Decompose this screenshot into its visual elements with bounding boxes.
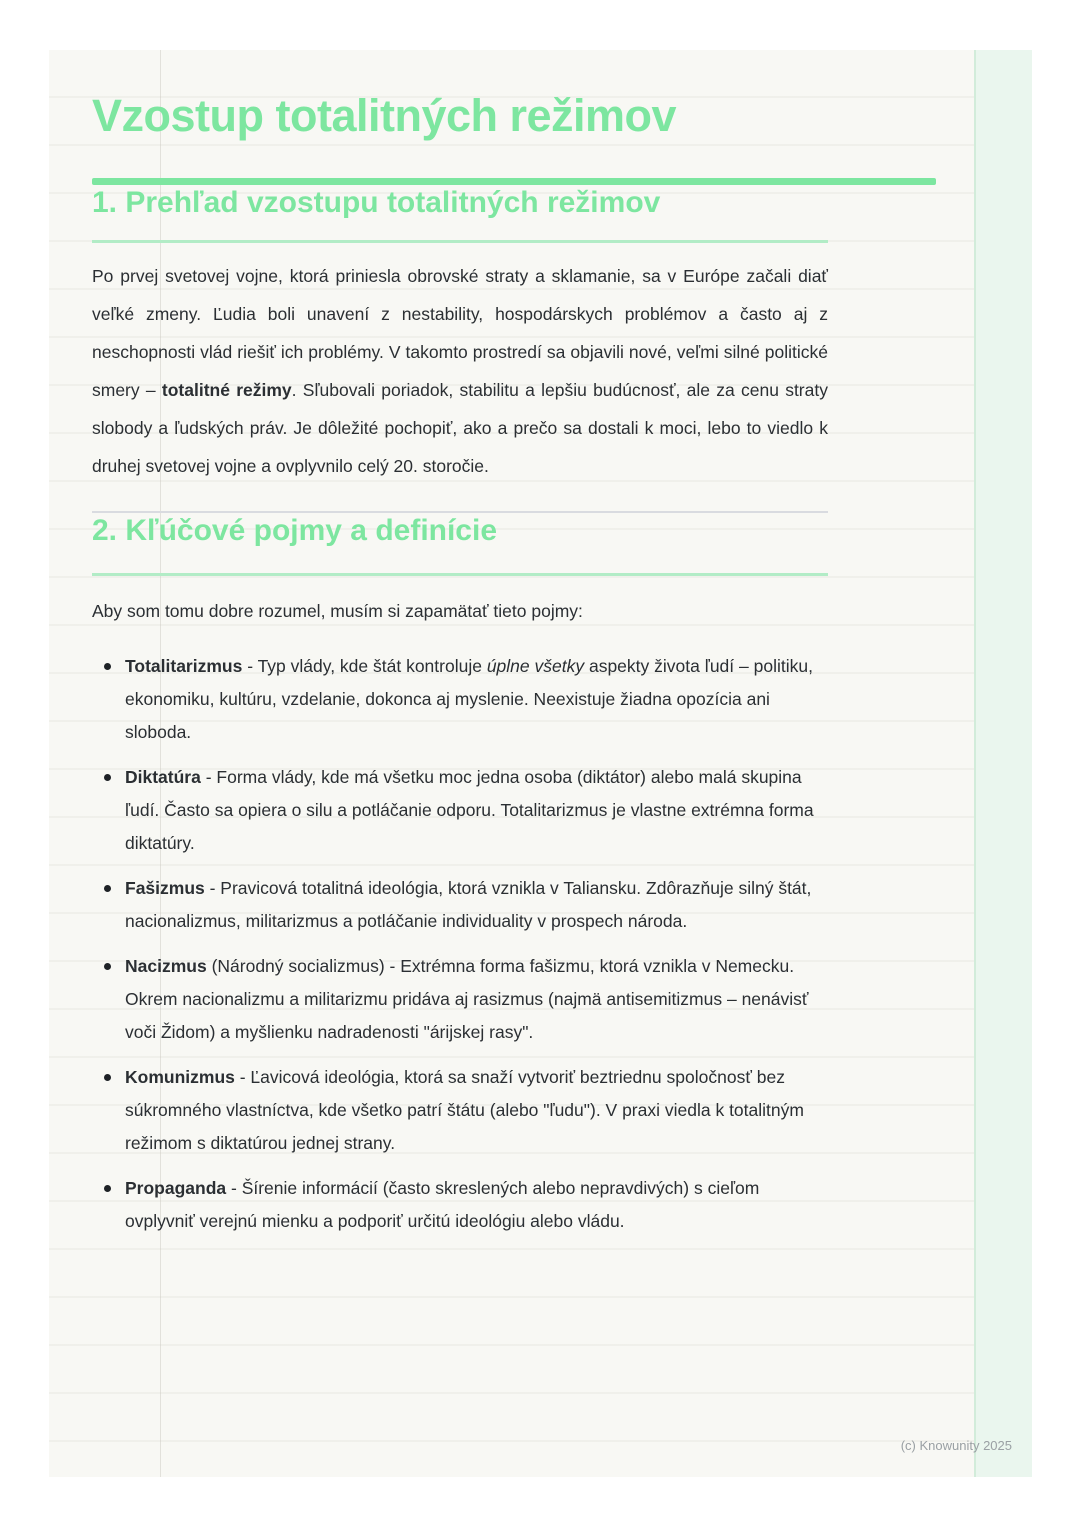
term-item-diktatura <box>92 761 828 860</box>
section-underline <box>92 573 828 576</box>
term-name: Fašizmus <box>125 878 205 898</box>
section-heading-key-terms: 2. Kľúčové pojmy a definície <box>92 514 498 547</box>
bullet-icon <box>104 1185 111 1192</box>
term-item-nacizmus <box>92 950 828 1049</box>
section-underline <box>92 240 828 243</box>
term-definition: aspekty života ľudí – politiku, ekonomiku, kultúru, vzdelanie, dokonca aj myslenie. Neexistuje žiadna opozícia ani sloboda. <box>125 656 813 742</box>
term-definition: - Typ vlády, kde štát kontroluje <box>242 656 487 676</box>
bullet-icon <box>104 774 111 781</box>
term-item-totalitarizmus <box>92 650 828 749</box>
term-name: Propaganda <box>125 1178 227 1198</box>
term-item-komunizmus <box>92 1061 828 1160</box>
page-title: Vzostup totalitných režimov <box>92 90 677 141</box>
term-definition: - Pravicová totalitná ideológia, ktorá vznikla v Taliansku. Zdôrazňuje silný štát, nacionalizmus, militarizmus a potláčanie individuality v prospech národa. <box>125 878 812 931</box>
terms-list <box>92 650 828 1238</box>
overview-bold-term: totalitné režimy <box>161 380 292 400</box>
bullet-icon <box>104 663 111 670</box>
term-definition: - Forma vlády, kde má všetku moc jedna osoba (diktátor) alebo malá skupina ľudí. Často sa opiera o silu a potláčanie odporu. Totalitarizmus je vlastne extrémna forma diktatúry. <box>125 767 814 853</box>
copyright-footer: (c) Knowunity 2025 <box>900 1438 1012 1453</box>
term-name: Totalitarizmus <box>125 656 243 676</box>
term-definition: (Národný socializmus) - Extrémna forma fašizmu, ktorá vznikla v Nemecku. Okrem nacionalizmu a militarizmu pridáva aj rasizmus (najmä antisemitizmus – nenávisť voči Židom) a myšlienku nadradenosti "árijskej rasy". <box>125 956 809 1042</box>
section-heading-overview: 1. Prehľad vzostupu totalitných režimov <box>92 186 661 219</box>
overview-text: Po prvej svetovej vojne, ktorá priniesla obrovské straty a sklamanie, sa v Európe začali diať veľké zmeny. Ľudia boli unavení z nestability, hospodárskych problémov a často aj z neschopnosti vlád riešiť ich problémy. V takomto prostredí sa objavili nové, veľmi silné politické smery – <box>92 266 828 400</box>
term-definition: - Šírenie informácií (často skreslených alebo nepravdivých) s cieľom ovplyvniť verejnú mienku a podporiť určitú ideológiu alebo vládu. <box>125 1178 760 1231</box>
term-definition: - Ľavicová ideológia, ktorá sa snaží vytvoriť beztriednu spoločnosť bez súkromného vlastníctva, kde všetko patrí štátu (alebo "ľudu"). V praxi viedla k totalitným režimom s diktatúrou jednej strany. <box>125 1067 804 1153</box>
bullet-icon <box>104 885 111 892</box>
bullet-icon <box>104 1074 111 1081</box>
term-definition-italic: úplne všetky <box>486 656 585 676</box>
page-content <box>92 50 828 1238</box>
page-edge-stripe <box>974 50 1032 1477</box>
term-name: Komunizmus <box>125 1067 235 1087</box>
term-item-propaganda <box>92 1172 828 1238</box>
term-item-fasizmus <box>92 872 828 938</box>
bullet-icon <box>104 963 111 970</box>
overview-text: . Sľubovali poriadok, stabilitu a lepšiu budúcnosť, ale za cenu straty slobody a ľudských práv. Je dôležité pochopiť, ako a prečo sa dostali k moci, lebo to viedlo k druhej svetovej vojne a ovplyvnilo celý 20. storočie. <box>92 380 828 476</box>
note-page <box>49 50 1032 1477</box>
term-name: Diktatúra <box>125 767 201 787</box>
title-underline-bar <box>92 178 936 185</box>
overview-paragraph <box>92 257 828 485</box>
terms-intro: Aby som tomu dobre rozumel, musím si zapamätať tieto pojmy: <box>92 601 583 621</box>
term-name: Nacizmus <box>125 956 207 976</box>
